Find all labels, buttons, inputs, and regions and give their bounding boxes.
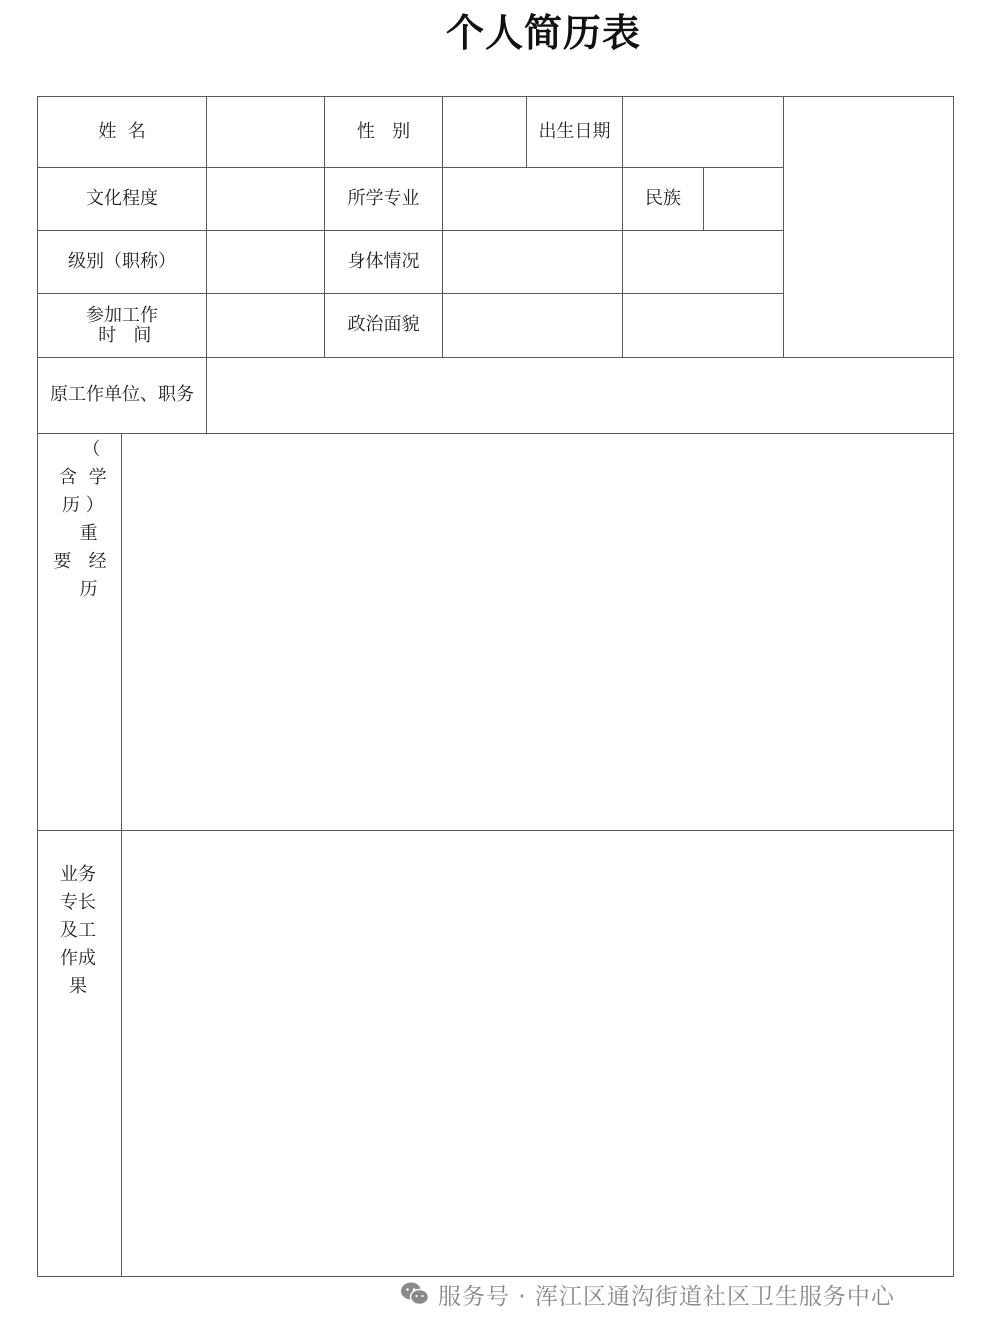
watermark — [400, 1278, 895, 1310]
field-name[interactable] — [207, 97, 324, 167]
label-work-start: 参加工作 时 间 — [86, 304, 158, 346]
label-health: 身体情况 — [347, 250, 420, 272]
label-political: 政治面貌 — [347, 314, 420, 336]
label-education: 文化程度 — [86, 187, 158, 209]
field-work-start[interactable] — [207, 294, 324, 357]
label-rank: 级别（职称） — [68, 250, 176, 272]
label-major: 所学专业 — [347, 187, 420, 209]
resume-form-table — [37, 96, 954, 1277]
label-expertise: 业务 专长 及工 作成 果 — [60, 864, 96, 997]
label-experience: （ 含 学 历 ） 重 要 经 历 — [53, 439, 107, 600]
field-ethnicity[interactable] — [704, 168, 783, 230]
field-rank[interactable] — [207, 231, 324, 293]
wechat-icon — [400, 1281, 430, 1307]
field-political[interactable] — [443, 294, 622, 357]
label-ethnicity: 民族 — [645, 187, 681, 209]
field-health[interactable] — [443, 231, 622, 293]
blank-cell[interactable] — [623, 294, 783, 357]
field-experience[interactable] — [122, 434, 953, 830]
field-prev-unit[interactable] — [207, 358, 953, 433]
blank-cell[interactable] — [623, 231, 783, 293]
label-birth-date: 出生日期 — [538, 120, 611, 142]
label-prev-unit: 原工作单位、职务 — [50, 384, 194, 406]
field-birth-date[interactable] — [623, 97, 783, 167]
field-education[interactable] — [207, 168, 324, 230]
field-major[interactable] — [443, 168, 622, 230]
label-name: 姓 名 — [98, 120, 146, 142]
table-border-right — [953, 96, 954, 1277]
watermark-text: 服务号 · 浑江区通沟街道社区卫生服务中心 — [438, 1283, 895, 1310]
field-gender[interactable] — [443, 97, 526, 167]
photo-area[interactable] — [784, 97, 953, 357]
label-gender: 性 别 — [356, 120, 411, 142]
page-title: 个人简历表 — [445, 11, 641, 55]
field-expertise[interactable] — [122, 831, 953, 1276]
